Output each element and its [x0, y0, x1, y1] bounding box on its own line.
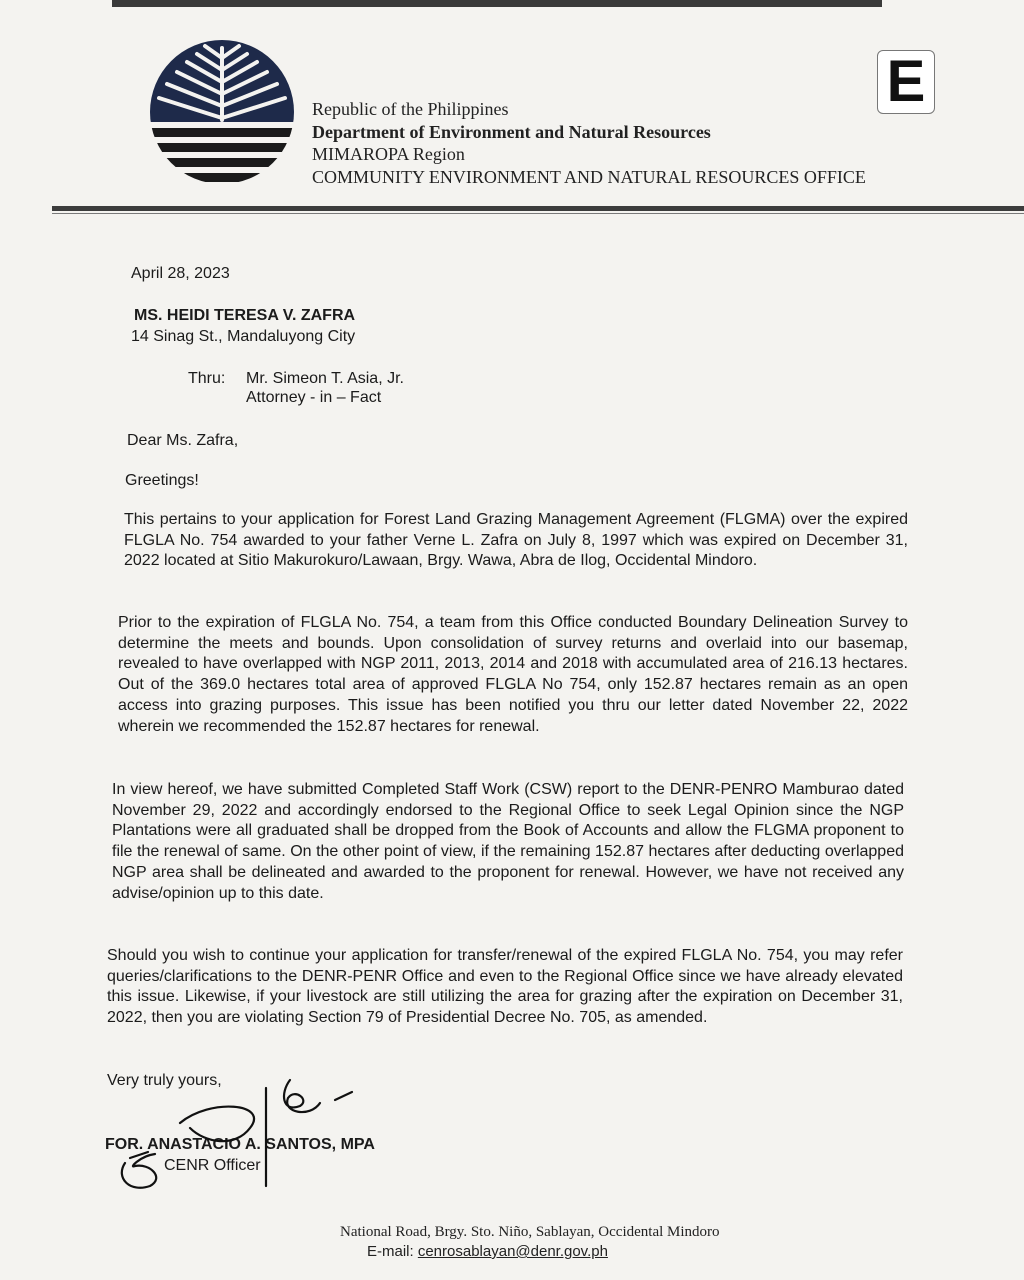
- department-line: Department of Environment and Natural Resources: [312, 121, 711, 142]
- footer-email-line: [367, 1242, 608, 1261]
- header-divider: [52, 206, 1024, 211]
- greeting: Greetings!: [125, 472, 199, 489]
- paragraph-4: Should you wish to continue your application for transfer/renewal of the expired FLGLA No. 754, you may refer queries/clarifications to the DENR-PENR Office and even to the Regional Office since we have already elevated this issue. Likewise, if your livestock are still utilizing the area for grazing after the expiration on December 31, 2022, then you are violating Section 79 of Presidential Decree No. 705, as amended.: [107, 947, 903, 1027]
- salutation: Dear Ms. Zafra,: [127, 432, 239, 449]
- closing: Very truly yours,: [107, 1072, 222, 1089]
- footer-address: National Road, Brgy. Sto. Niño, Sablayan, Occidental Mindoro: [340, 1224, 720, 1240]
- denr-logo: [145, 40, 300, 190]
- region-line: MIMAROPA Region: [312, 144, 465, 164]
- email-link[interactable]: cenrosablayan@denr.gov.ph: [417, 1243, 608, 1260]
- recipient-name: MS. HEIDI TERESA V. ZAFRA: [134, 307, 356, 324]
- agency-header: [312, 98, 866, 188]
- republic-line: Republic of the Philippines: [312, 99, 509, 119]
- paragraph-1: This pertains to your application for Forest Land Grazing Management Agreement (FLGMA) over the expired FLGLA No. 754 awarded to your father Verne L. Zafra on July 8, 1997 which was expired on December 31, 2022 located at Sitio Makurokuro/Lawaan, Brgy. Wawa, Abra de Ilog, Occidental Mindoro.: [124, 511, 908, 570]
- thru-name: Mr. Simeon T. Asia, Jr.: [246, 370, 404, 387]
- email-label: E-mail:: [367, 1243, 414, 1260]
- office-line: COMMUNITY ENVIRONMENT AND NATURAL RESOURCES OFFICE: [312, 166, 866, 187]
- header-divider-thin: [52, 213, 1024, 214]
- paragraph-3: In view hereof, we have submitted Completed Staff Work (CSW) report to the DENR-PENRO Mamburao dated November 29, 2022 and accordingly endorsed to the Regional Office to seek Legal Opinion since the NGP Plantations were all graduated shall be dropped from the Book of Accounts and allow the FLGMA proponent to file the renewal of same. On the other point of view, if the remaining 152.87 hectares after deducting overlapped NGP area shall be delineated and awarded to the proponent for renewal. However, we have not received any advise/opinion up to this date.: [112, 781, 904, 902]
- thru-label: Thru:: [188, 370, 226, 387]
- handwritten-signature: [110, 1068, 370, 1203]
- tab-letter-marker: E: [877, 50, 935, 114]
- paragraph-2: Prior to the expiration of FLGLA No. 754, a team from this Office conducted Boundary Delineation Survey to determine the meets and bounds. Upon consolidation of survey returns and overlaid into our basemap, revealed to have overlapped with NGP 2011, 2013, 2014 and 2018 with accumulated area of 216.13 hectares. Out of the 369.0 hectares total area of approved FLGLA No 754, only 152.87 hectares remain as an open access into grazing purposes. This issue has been notified you thru our letter dated November 22, 2022 wherein we recommended the 152.87 hectares for renewal.: [118, 614, 908, 735]
- thru-title: Attorney - in – Fact: [246, 389, 382, 406]
- signatory-name: FOR. ANASTACIO A. SANTOS, MPA: [105, 1136, 375, 1153]
- recipient-address: 14 Sinag St., Mandaluyong City: [131, 328, 356, 345]
- top-edge-strip: [112, 0, 882, 7]
- letter-date: April 28, 2023: [131, 265, 230, 282]
- signatory-title: CENR Officer: [164, 1157, 261, 1174]
